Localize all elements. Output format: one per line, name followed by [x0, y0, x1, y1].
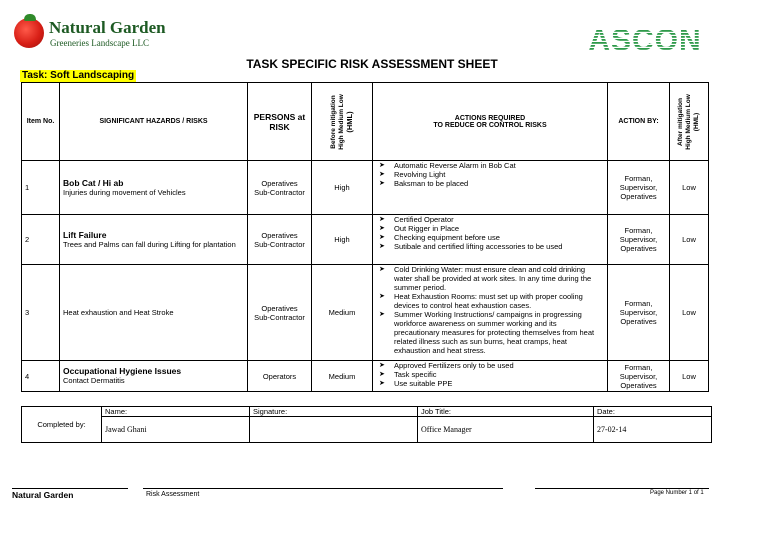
hazard-title: Lift Failure: [63, 229, 107, 240]
action-item: ➤ Heat Exhaustion Rooms: must set up with proper cooling devices to control heat exhaustion cases.: [376, 292, 604, 310]
persons-at-risk: Operatives Sub-Contractor: [248, 161, 312, 215]
item-number: 2: [22, 215, 60, 265]
before-rating: Medium: [312, 265, 373, 361]
after-rating: Low: [670, 215, 709, 265]
after-rating: Low: [670, 161, 709, 215]
signature-value: [250, 417, 418, 443]
date-value: 27-02-14: [594, 417, 712, 443]
hazard-cell: [60, 361, 248, 392]
action-by: Forman, Supervisor, Operatives: [608, 161, 670, 215]
persons-at-risk: Operatives Sub-Contractor: [248, 215, 312, 265]
completed-by-label: Completed by:: [22, 407, 102, 443]
header-action-by: ACTION BY:: [608, 83, 670, 161]
risk-assessment-table: [21, 82, 709, 392]
table-row: [22, 161, 709, 215]
action-item: ➤ Use suitable PPE: [376, 379, 604, 388]
hazard-cell: [60, 265, 248, 361]
ascon-logo: [585, 24, 705, 54]
ascon-wordmark: ASCON: [588, 24, 702, 54]
date-label: Date:: [594, 407, 712, 417]
actions-required: [373, 361, 608, 392]
action-item: ➤ Checking equipment before use: [376, 233, 604, 242]
persons-at-risk: Operators: [248, 361, 312, 392]
hazard-description: Heat exhaustion and Heat Stroke: [63, 307, 174, 317]
job-title-label: Job Title:: [418, 407, 594, 417]
footer-divider: [12, 488, 128, 489]
after-rating: Low: [670, 265, 709, 361]
table-row: [22, 361, 709, 392]
actions-required: [373, 265, 608, 361]
leaf-icon: [24, 14, 36, 21]
signature-label: Signature:: [250, 407, 418, 417]
action-item: ➤ Baksman to be placed: [376, 179, 604, 188]
hazard-description: Trees and Palms can fall during Lifting for plantation: [63, 239, 236, 249]
item-number: 3: [22, 265, 60, 361]
item-number: 4: [22, 361, 60, 392]
header-actions-required: ACTIONS REQUIRED TO REDUCE OR CONTROL RISKS: [373, 83, 608, 161]
hazard-cell: [60, 215, 248, 265]
persons-at-risk: Operatives Sub-Contractor: [248, 265, 312, 361]
hazard-cell: [60, 161, 248, 215]
hazard-description: Injuries during movement of Vehicles: [63, 187, 186, 197]
hazard-description: Contact Dermatitis: [63, 376, 125, 385]
hazard-title: Occupational Hygiene Issues: [63, 366, 182, 376]
header-hazards: SIGNIFICANT HAZARDS / RISKS: [60, 83, 248, 161]
header-before-mitigation: Before mitigation High Medium Low (HML): [312, 83, 373, 161]
action-item: ➤ Revolving Light: [376, 170, 604, 179]
hazard-title: Bob Cat / Hi ab: [63, 177, 124, 188]
footer-divider: [535, 488, 709, 489]
actions-list: [376, 265, 604, 355]
table-row: [22, 265, 709, 361]
actions-required: [373, 161, 608, 215]
actions-list: [376, 215, 604, 251]
footer-divider: [143, 488, 503, 489]
action-item: ➤ Out Rigger in Place: [376, 224, 604, 233]
name-value: Jawad Ghani: [102, 417, 250, 443]
footer-document-name: Risk Assessment: [146, 491, 200, 498]
header-after-mitigation: After mitigation High Medium Low (HML): [670, 83, 709, 161]
task-label: Task: Soft Landscaping: [22, 70, 135, 81]
action-item: ➤ Cold Drinking Water: must ensure clean and cold drinking water shall be provided at work sites. In any time during the summer period.: [376, 265, 604, 292]
footer-brand: Natural Garden: [12, 490, 74, 500]
action-item: ➤ Task specific: [376, 370, 604, 379]
completion-table: [21, 406, 712, 443]
job-title-value: Office Manager: [418, 417, 594, 443]
before-rating: High: [312, 215, 373, 265]
action-item: ➤ Sutibale and certified lifting accessories to be used: [376, 242, 604, 251]
item-number: 1: [22, 161, 60, 215]
table-row: [22, 215, 709, 265]
table-header-row: [22, 83, 709, 161]
actions-list: [376, 161, 604, 188]
action-item: ➤ Certified Operator: [376, 215, 604, 224]
actions-list: [376, 361, 604, 388]
action-item: ➤ Automatic Reverse Alarm in Bob Cat: [376, 161, 604, 170]
name-label: Name:: [102, 407, 250, 417]
before-rating: High: [312, 161, 373, 215]
actions-required: [373, 215, 608, 265]
action-item: ➤ Summer Working Instructions/ campaigns in progressing workforce awareness on summer working and its precautionary measures for protecting themselves from heat related illness such as sun burns, heat cramps, heat exhaustion and heat stress.: [376, 310, 604, 355]
action-by: Forman, Supervisor, Operatives: [608, 265, 670, 361]
before-rating: Medium: [312, 361, 373, 392]
action-by: Forman, Supervisor, Operatives: [608, 215, 670, 265]
footer-page-number: Page Number 1 of 1: [650, 490, 704, 496]
company-name: Natural Garden: [49, 18, 166, 37]
tomato-icon: [14, 18, 44, 48]
page-title: TASK SPECIFIC RISK ASSESSMENT SHEET: [246, 57, 498, 71]
company-logo: [12, 14, 172, 54]
action-by: Forman, Supervisor, Operatives: [608, 361, 670, 392]
company-tagline: Greeneries Landscape LLC: [50, 38, 149, 48]
header-persons: PERSONS at RISK: [248, 83, 312, 161]
header-item-no: Item No.: [22, 83, 60, 161]
action-item: ➤ Approved Fertilizers only to be used: [376, 361, 604, 370]
after-rating: Low: [670, 361, 709, 392]
